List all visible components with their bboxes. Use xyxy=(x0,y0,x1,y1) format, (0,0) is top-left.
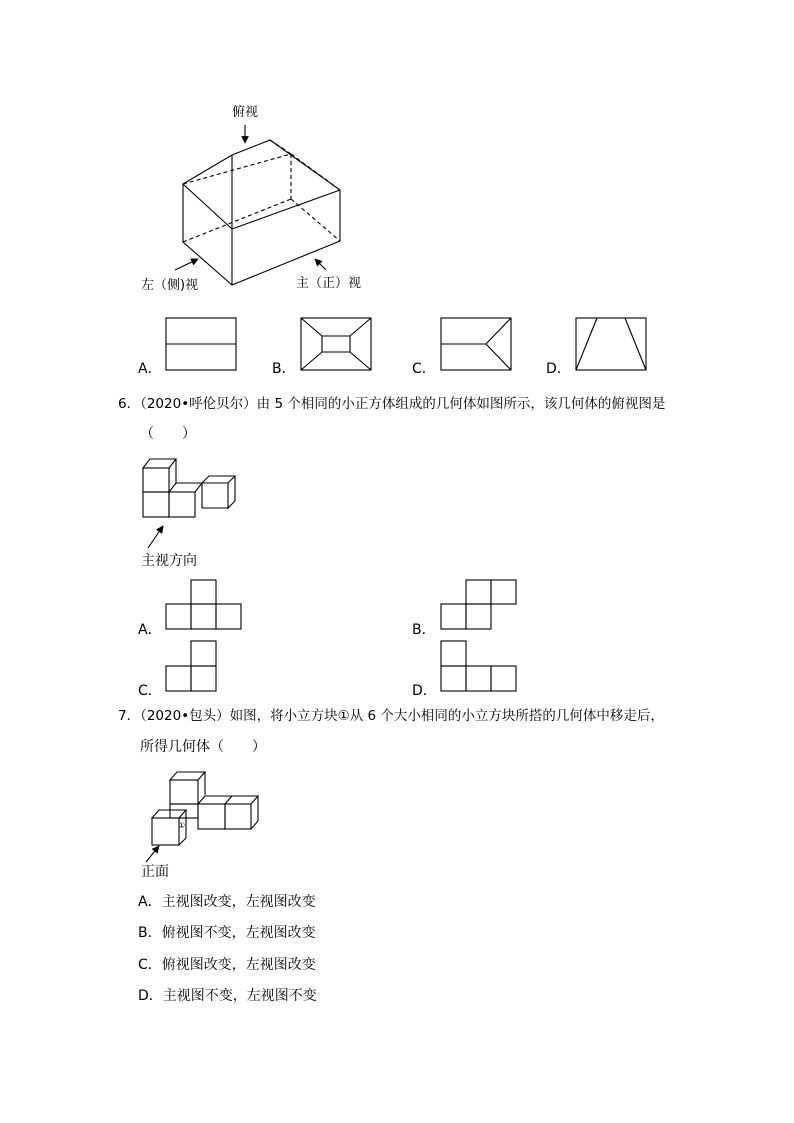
cube xyxy=(170,804,198,818)
cube xyxy=(152,810,186,818)
cube xyxy=(170,780,198,804)
side-view-label: 左（侧)视 xyxy=(141,278,199,293)
q7-choice-d[interactable]: D．主视图不变，左视图不变 xyxy=(138,988,317,1004)
q7-stem-continued: 所得几何体（ ） xyxy=(140,739,266,755)
q5-option-c-label[interactable]: C． xyxy=(412,361,436,377)
q5-option-d-label[interactable]: D． xyxy=(546,361,571,377)
q7-choice-a[interactable]: A．主视图改变，左视图改变 xyxy=(138,894,316,910)
q6-stem: 6．（2020•呼伦贝尔）由 5 个相同的小正方体组成的几何体如图所示，该几何体的俯视图是 xyxy=(118,396,666,412)
q6-direction-label: 主视方向 xyxy=(141,553,197,569)
q6-option-d-label[interactable]: D． xyxy=(412,683,437,699)
front-view-label: 主（正）视 xyxy=(296,276,362,291)
cube xyxy=(152,818,179,845)
q6-option-c-label[interactable]: C． xyxy=(138,683,162,699)
cube xyxy=(225,804,251,829)
front-direction-arrow xyxy=(146,846,159,862)
q7-front-label: 正面 xyxy=(141,864,169,880)
q5-option-b-label[interactable]: B． xyxy=(272,361,296,377)
q7-stem: 7．（2020•包头）如图，将小立方块①从 6 个大小相同的小立方块所搭的几何体中移走后， xyxy=(118,708,664,724)
q7-choice-b[interactable]: B．俯视图不变，左视图改变 xyxy=(138,925,316,941)
top-view-label: 俯视 xyxy=(232,105,259,120)
q6-answer-blank: （ ） xyxy=(140,426,196,442)
q7-choice-c[interactable]: C．俯视图改变，左视图改变 xyxy=(138,957,316,973)
q5-option-a-label[interactable]: A． xyxy=(138,361,162,377)
cube-number-1-mark: ① xyxy=(178,821,186,830)
cube xyxy=(198,804,225,829)
q6-option-a-label[interactable]: A． xyxy=(138,622,162,638)
cube xyxy=(170,772,205,780)
q6-option-b-label[interactable]: B． xyxy=(412,622,436,638)
